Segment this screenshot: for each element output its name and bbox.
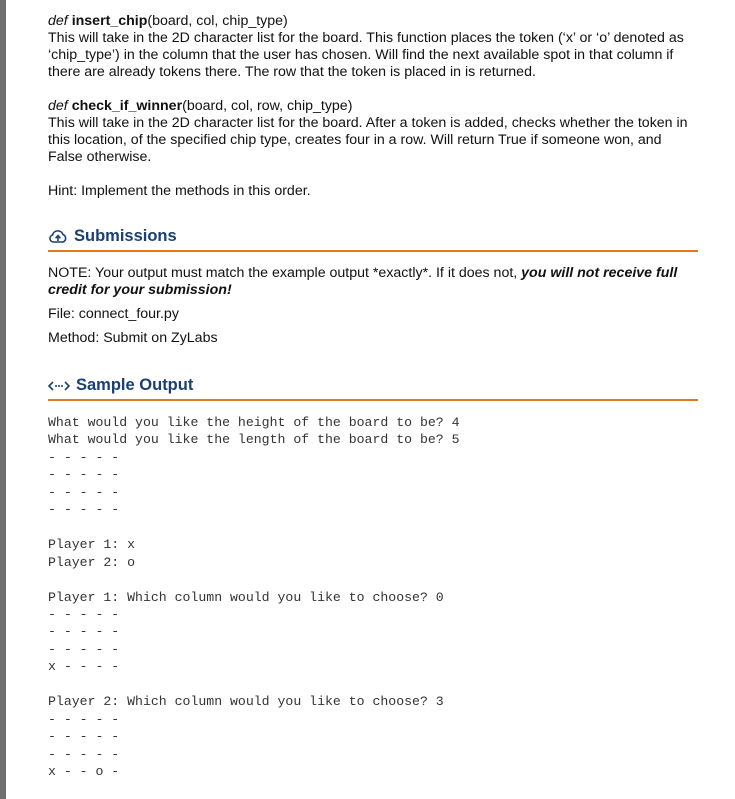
output-line: - - - - - — [48, 502, 120, 518]
function-params: (board, col, row, chip_type) — [182, 98, 353, 114]
output-line: - - - - - — [48, 484, 120, 500]
output-line: What would you like the height of the board to be? 4 — [48, 415, 460, 430]
function-signature — [48, 98, 698, 115]
output-line: Player 1: x — [48, 537, 136, 553]
function-check-if-winner — [48, 98, 698, 166]
note-emphasis: you will not receive full credit for your submission! — [48, 265, 678, 298]
submissions-heading — [48, 227, 698, 252]
function-params: (board, col, chip_type) — [147, 13, 288, 29]
output-line: Player 1: Which column would you like to choose? 0 — [48, 589, 444, 605]
def-keyword: def — [48, 13, 68, 29]
output-line: - - - - - — [48, 746, 120, 762]
section-title: Submissions — [74, 227, 177, 245]
output-line: x - - - - — [48, 659, 120, 675]
output-line: - - - - - — [48, 641, 120, 657]
function-name: check_if_winner — [71, 98, 183, 114]
hint-text: Hint: Implement the methods in this order. — [48, 183, 311, 199]
submission-note: NOTE: Your output must match the example output *exactly*. If it does not, you will not receive full credit for your submission! — [48, 265, 678, 298]
sample-output-code — [48, 414, 698, 781]
output-line: What would you like the length of the board to be? 5 — [48, 432, 460, 448]
submission-method: Method: Submit on ZyLabs — [48, 330, 218, 346]
section-title: Sample Output — [76, 376, 194, 394]
sample-output-heading — [48, 376, 698, 401]
upload-cloud-icon — [48, 230, 68, 244]
page-left-border — [0, 0, 6, 799]
function-description: This will take in the 2D character list for the board. This function places the token (‘x’ or ‘o’ denoted as ‘chip_type’) in the column that the user has chosen. Will find the next available spot in that column if there are already tokens there. The row that the token is placed in is returned. — [48, 30, 684, 80]
output-line: - - - - - — [48, 606, 120, 622]
function-name: insert_chip — [71, 13, 148, 29]
def-keyword: def — [48, 98, 68, 114]
output-line: - - - - - — [48, 467, 120, 483]
output-line: - - - - - — [48, 729, 120, 745]
output-line: Player 2: Which column would you like to choose? 3 — [48, 694, 444, 710]
submission-file: File: connect_four.py — [48, 306, 179, 322]
document-content — [48, 13, 698, 781]
output-line: - - - - - — [48, 449, 120, 465]
output-line: x - - o - — [48, 764, 120, 780]
output-line: Player 2: o — [48, 554, 136, 570]
output-line: - - - - - — [48, 624, 120, 640]
function-description: This will take in the 2D character list for the board. After a token is added, checks whether the token in this location, of the specified chip type, creates four in a row. Will return True if someone won, and False otherwise. — [48, 115, 688, 165]
function-insert-chip — [48, 13, 698, 81]
code-brackets-icon — [48, 380, 70, 392]
output-line: - - - - - — [48, 711, 120, 727]
function-signature — [48, 13, 698, 30]
